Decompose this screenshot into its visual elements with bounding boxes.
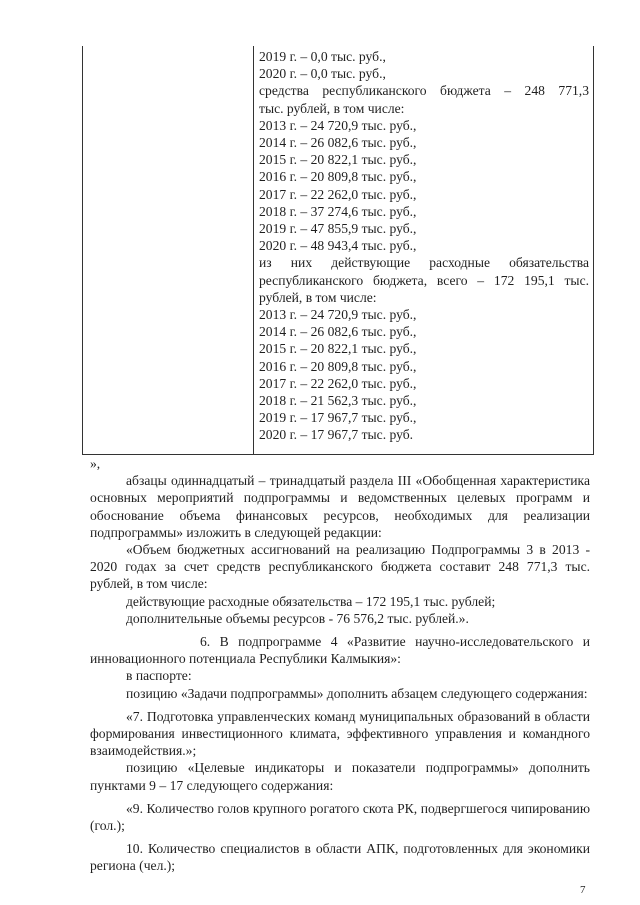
page-number: 7 (580, 884, 586, 896)
table-line: 2014 г. – 26 082,6 тыс. руб., (259, 135, 417, 151)
table-line: 2015 г. – 20 822,1 тыс. руб., (259, 152, 417, 168)
table-line: 2019 г. – 47 855,9 тыс. руб., (259, 221, 417, 237)
paragraph-indicator-9: «9. Количество голов крупного рогатого скота РК, подвергшегося чипированию (гол.); (90, 800, 590, 834)
table-line: 2020 г. – 48 943,4 тыс. руб., (259, 238, 417, 254)
table-line: 2020 г. – 17 967,7 тыс. руб. (259, 427, 414, 443)
table-line: 2016 г. – 20 809,8 тыс. руб., (259, 358, 417, 374)
paragraph-current-obligations: действующие расходные обязательства – 172 195,1 тыс. рублей; (126, 593, 496, 609)
table-line: 2018 г. – 21 562,3 тыс. руб., (259, 393, 417, 409)
paragraph-indicators-position: позицию «Целевые индикаторы и показатели подпрограммы» дополнить пунктами 9 – 17 следующего содержания: (90, 760, 590, 793)
paragraph-tasks-position: позицию «Задачи подпрограммы» дополнить абзацем следующего содержания: (126, 685, 588, 701)
table-line: 2020 г. – 0,0 тыс. руб., (259, 66, 386, 82)
table-line: 2018 г. – 37 274,6 тыс. руб., (259, 203, 417, 219)
table-line: 2014 г. – 26 082,6 тыс. руб., (259, 324, 417, 340)
table-line: рублей, в том числе: (259, 289, 377, 305)
paragraph-additional-resources: дополнительные объемы ресурсов - 76 576,2 тыс. рублей.». (126, 610, 469, 626)
table-line: 2017 г. – 22 262,0 тыс. руб., (259, 186, 417, 202)
table-line: из них действующие расходные обязательства (259, 255, 589, 271)
paragraph-subprogram-4: 6. В подпрограмме 4 «Развитие научно-исследовательского и инновационного потенциала Республики Калмыкия»: (90, 634, 590, 667)
paragraph-indicator-10: 10. Количество специалистов в области АПК, подготовленных для экономики региона (чел.); (90, 841, 590, 874)
table-line: 2017 г. – 22 262,0 тыс. руб., (259, 375, 417, 391)
table-line: республиканского бюджета, всего – 172 195,1 тыс. (259, 272, 589, 288)
table-right-cell (259, 48, 589, 444)
table-line: 2019 г. – 0,0 тыс. руб., (259, 49, 386, 64)
document-body (90, 455, 590, 875)
table-line: 2013 г. – 24 720,9 тыс. руб., (259, 307, 417, 323)
table-line: 2013 г. – 24 720,9 тыс. руб., (259, 117, 417, 133)
table-line: 2019 г. – 17 967,7 тыс. руб., (259, 410, 417, 426)
table-line: 2016 г. – 20 809,8 тыс. руб., (259, 169, 417, 185)
paragraph-in-passport: в паспорте: (126, 668, 192, 684)
table-column-divider (253, 46, 254, 454)
paragraph-budget-volume: «Объем бюджетных ассигнований на реализацию Подпрограммы 3 в 2013 - 2020 годах за счет средств республиканского бюджета составит 248 771,3 тыс. рублей, в том числе: (90, 542, 590, 592)
table-line: тыс. рублей, в том числе: (259, 100, 405, 116)
paragraph-task-7: «7. Подготовка управленческих команд муниципальных образований в области формирования инвестиционного климата, эффективного управления и командного взаимодействия.»; (90, 708, 590, 759)
financing-table (82, 46, 594, 455)
table-line: 2015 г. – 20 822,1 тыс. руб., (259, 341, 417, 357)
closing-quote: », (90, 456, 101, 471)
paragraph-amend-section-3: абзацы одиннадцатый – тринадцатый раздела III «Обобщенная характеристика основных мероприятий подпрограммы и ведомственных целевых программ и обоснование объема финансовых ресурсов, необходимых для реализации подпрограммы» изложить в следующей редакции: (90, 473, 590, 540)
table-line: средства республиканского бюджета – 248 771,3 (259, 83, 589, 99)
